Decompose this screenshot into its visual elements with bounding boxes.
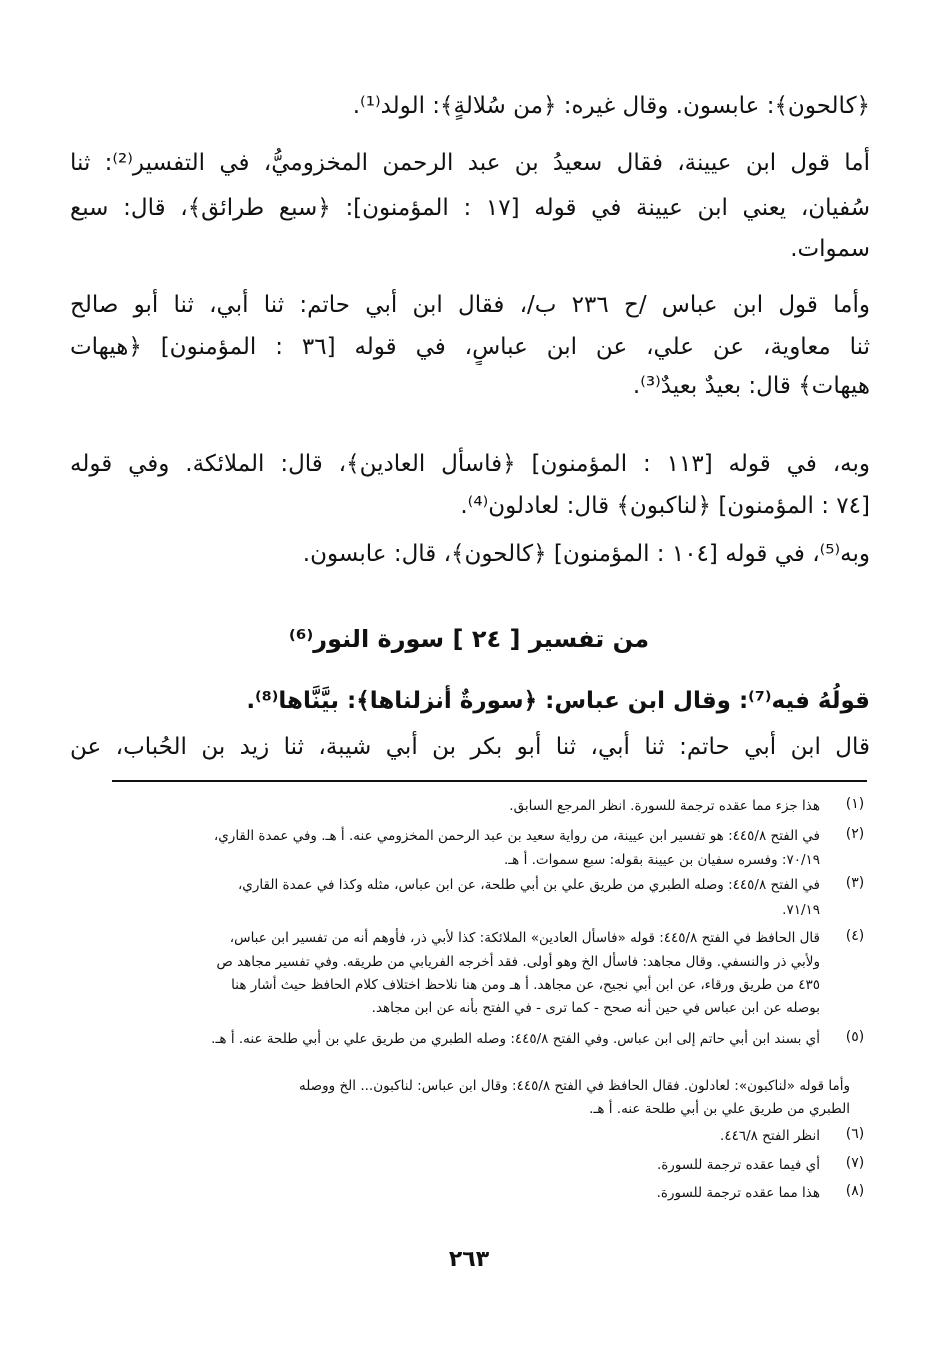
footnote-separator xyxy=(112,780,867,782)
footnote-text: أي بسند ابن أبي حاتم إلى ابن عباس. وفي الفتح ٤٤٥/٨: وصله الطبري من طريق علي بن أبي طلحة عنه. أ هـ. xyxy=(211,1031,820,1047)
body-line: أما قول ابن عيينة، فقال سعيدُ بن عبد الرحمن المخزوميُّ، في التفسير⁽²⁾: ثنا xyxy=(70,150,870,176)
body-line: وبه⁽⁵⁾، في قوله [١٠٤ : المؤمنون] ﴿كالحون﴾، قال: عابسون. xyxy=(302,541,870,567)
section-heading: من تفسير [ ٢٤ ] سورة النور⁽⁶⁾ xyxy=(288,625,650,653)
footnote-text: ٧١/١٩. xyxy=(782,902,820,918)
footnote-number: (٧) xyxy=(845,1155,865,1171)
footnote-number: (٨) xyxy=(845,1183,865,1199)
footnote-number: (٦) xyxy=(845,1126,865,1142)
footnote-text: ٤٣٥ من طريق ورقاء، عن ابن أبي نجيح، عن مجاهد. أ هـ ومن هنا نلاحظ اختلاف كلام الحافظ حيث أشار هنا xyxy=(231,977,820,993)
body-line: هيهات﴾ قال: بعيدٌ بعيدٌ⁽³⁾. xyxy=(632,373,870,399)
footnote-text: هذا جزء مما عقده ترجمة للسورة. انظر المرجع السابق. xyxy=(509,798,820,814)
footnote-number: (١) xyxy=(845,796,865,812)
footnote-text: في الفتح ٤٤٥/٨: هو تفسير ابن عيينة، من رواية سعيد بن عبد الرحمن المخزومي عنه. أ هـ. وفي عمدة القاري، xyxy=(213,828,820,844)
footnote-text: أي فيما عقده ترجمة للسورة. xyxy=(656,1157,820,1173)
footnote-text: هذا مما عقده ترجمة للسورة. xyxy=(656,1185,820,1201)
body-line: سموات. xyxy=(790,236,870,262)
footnote-text: ولأبي ذر والنسفي. وقال مجاهد: فاسأل الخ وهو أولى. فقد أخرجه الفريابي من طريقه. وفي تفسير مجاهد ص xyxy=(216,954,820,970)
body-line: قال ابن أبي حاتم: ثنا أبي، ثنا أبو بكر بن أبي شيبة، ثنا زيد بن الحُباب، عن xyxy=(70,734,870,760)
footnote-text: قال الحافظ في الفتح ٤٤٥/٨: قوله «فاسأل العادين» الملائكة: كذا لأبي ذر، فأوهم أنه من تفسير ابن عباس، xyxy=(229,930,820,946)
footnote-text: وأما قوله «لناكبون»: لعادلون. فقال الحافظ في الفتح ٤٤٥/٨: وقال ابن عباس: لناكبون... الخ ووصله xyxy=(298,1078,850,1094)
page-number: ٢٦٣ xyxy=(448,1247,490,1272)
footnote-text: في الفتح ٤٤٥/٨: وصله الطبري من طريق علي بن أبي طلحة، عن ابن عباس، مثله وكذا في عمدة القاري، xyxy=(237,877,820,893)
body-line: وبه، في قوله [١١٣ : المؤمنون] ﴿فاسأل العادين﴾، قال: الملائكة. وفي قوله xyxy=(70,451,870,477)
footnote-number: (٣) xyxy=(845,875,865,891)
footnote-text: بوصله عن ابن عباس في حين أنه صحح - كما ترى - في الفتح بأنه عن ابن مجاهد. xyxy=(371,1000,820,1016)
footnote-text: ٧٠/١٩: وفسره سفيان بن عيينة بقوله: سبع سموات. أ هـ. xyxy=(503,852,820,868)
footnote-number: (٢) xyxy=(845,826,865,842)
body-line: ﴿كالحون﴾: عابسون. وقال غيره: ﴿من سُلالةٍ﴾: الولد⁽¹⁾. xyxy=(352,93,870,119)
body-line: قولُهُ فيه⁽⁷⁾: وقال ابن عباس: ﴿سورةٌ أنزلناها﴾: بيَّنَّاها⁽⁸⁾. xyxy=(246,688,870,714)
body-line: ثنا معاوية، عن علي، عن ابن عباسٍ، في قوله [٣٦ : المؤمنون] ﴿هيهات xyxy=(70,334,870,360)
footnote-number: (٤) xyxy=(845,928,865,944)
body-line: [٧٤ : المؤمنون] ﴿لناكبون﴾ قال: لعادلون⁽⁴⁾. xyxy=(460,493,870,519)
body-line: سُفيان، يعني ابن عيينة في قوله [١٧ : المؤمنون]: ﴿سبع طرائق﴾، قال: سبع xyxy=(70,195,870,221)
footnote-number: (٥) xyxy=(845,1029,865,1045)
footnote-text: الطبري من طريق علي بن أبي طلحة عنه. أ هـ. xyxy=(589,1101,850,1117)
footnote-text: انظر الفتح ٤٤٦/٨. xyxy=(720,1128,820,1144)
body-line: وأما قول ابن عباس /ح ٢٣٦ ب/، فقال ابن أبي حاتم: ثنا أبي، ثنا أبو صالح xyxy=(70,292,870,318)
